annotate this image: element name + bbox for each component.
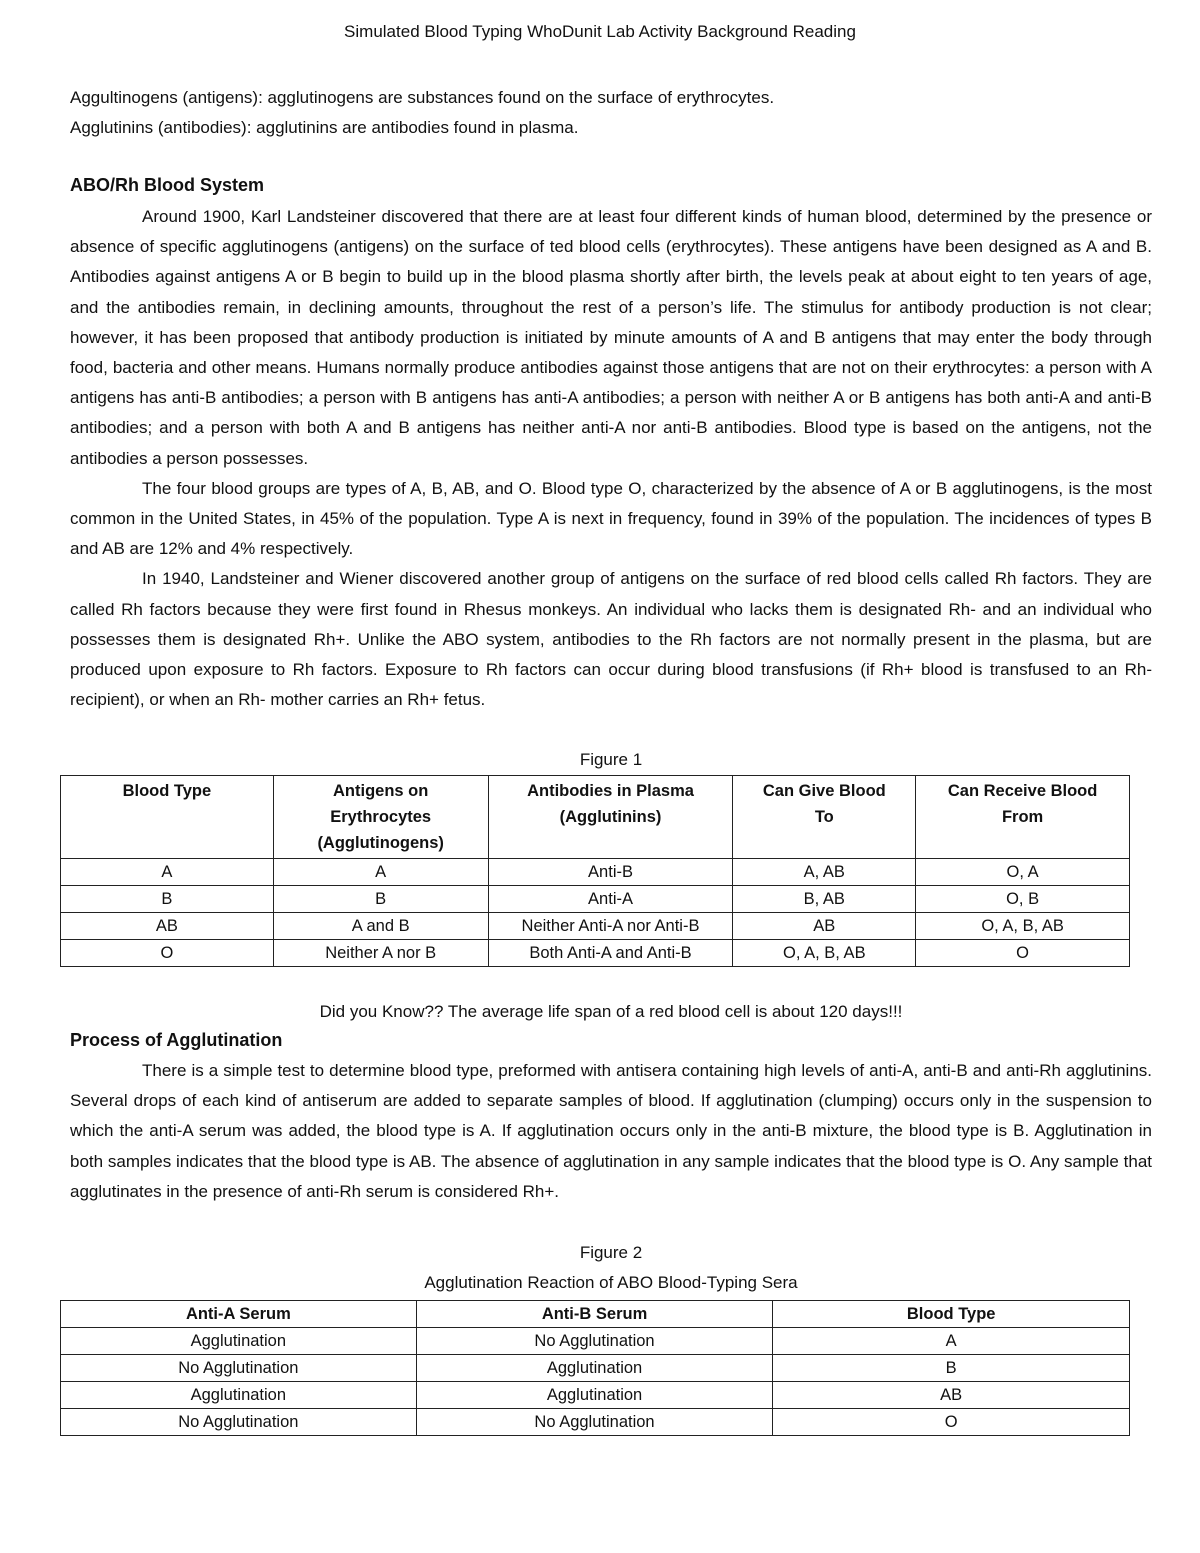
table-cell: O, A — [916, 859, 1130, 886]
paragraph: Around 1900, Karl Landsteiner discovered that there are at least four different kinds of human blood, determined by the presence or absence of specific agglutinogens (antigens) on the surface of ted blood cells (erythrocytes). These antigens have been designed as A and B. Antibodies against antigens A or B begin to build up in the blood plasma shortly after birth, the levels peak at about eight to ten years of age, and the antibodies remain, in declining amounts, throughout the rest of a person’s life. The stimulus for antibody production is not clear; however, it has been proposed that antibody production is initiated by minute amounts of A and B antigens that may enter the body through food, bacteria and other means. Humans normally produce antibodies against those antigens that are not on their erythrocytes: a person with A antigens has anti-B antibodies; a person with B antigens has anti-A antibodies; a person with neither A or B antigens has both anti-A and anti-B antibodies; and a person with both A and B antigens has neither anti-A nor anti-B antibodies. Blood type is based on the antigens, not the antibodies a person possesses. — [70, 207, 1152, 468]
table-cell: Neither Anti-A nor Anti-B — [488, 913, 733, 940]
table-cell: No Agglutination — [61, 1355, 417, 1382]
section-abo-rh — [70, 172, 1152, 715]
table-cell: B — [273, 886, 488, 913]
figure2-caption-block — [70, 1238, 1152, 1298]
table-cell: No Agglutination — [61, 1409, 417, 1436]
table-cell: A — [773, 1328, 1130, 1355]
header-antibodies: Antibodies in Plasma (Agglutinins) — [488, 776, 733, 859]
definition-agglutinogens: Aggultinogens (antigens): agglutinogens are substances found on the surface of erythrocytes. — [70, 88, 775, 107]
table-row — [61, 886, 1130, 913]
header-anti-a: Anti-A Serum — [61, 1301, 417, 1328]
page-header: Simulated Blood Typing WhoDunit Lab Activity Background Reading — [344, 22, 856, 41]
table-cell: Agglutination — [61, 1382, 417, 1409]
table-row — [61, 1409, 1130, 1436]
table-cell: AB — [773, 1382, 1130, 1409]
table-header-row — [61, 776, 1130, 859]
table-cell: O — [773, 1409, 1130, 1436]
table-header-row — [61, 1301, 1130, 1328]
table-cell: O, B — [916, 886, 1130, 913]
table-row — [61, 1382, 1130, 1409]
table-row — [61, 940, 1130, 967]
table-row — [61, 913, 1130, 940]
table-cell: A — [61, 859, 274, 886]
did-you-know: Did you Know?? The average life span of a red blood cell is about 120 days!!! — [319, 1002, 903, 1021]
paragraph: In 1940, Landsteiner and Wiener discovered another group of antigens on the surface of red blood cells called Rh factors. They are called Rh factors because they were first found in Rhesus monkeys. An individual who lacks them is designated Rh- and an individual who possesses them is designated Rh+. Unlike the ABO system, antibodies to the Rh factors are not normally present in the plasma, but are produced upon exposure to Rh factors. Exposure to Rh factors can occur during blood transfusions (if Rh+ blood is transfused to an Rh- recipient), or when an Rh- mother carries an Rh+ fetus. — [70, 569, 1152, 710]
table-cell: Agglutination — [61, 1328, 417, 1355]
blood-type-table — [60, 775, 1130, 967]
table-cell: Agglutination — [416, 1355, 773, 1382]
definition-agglutinins: Agglutinins (antibodies): agglutinins are antibodies found in plasma. — [70, 118, 579, 137]
table-cell: Agglutination — [416, 1382, 773, 1409]
table-cell: O, A, B, AB — [733, 940, 916, 967]
definitions — [70, 83, 1130, 143]
agglutination-table — [60, 1300, 1130, 1436]
table-cell: B, AB — [733, 886, 916, 913]
header-can-give: Can Give Blood To — [733, 776, 916, 859]
header-anti-b: Anti-B Serum — [416, 1301, 773, 1328]
table-cell: B — [773, 1355, 1130, 1382]
table-cell: A — [273, 859, 488, 886]
table-cell: Anti-A — [488, 886, 733, 913]
section-heading: Process of Agglutination — [70, 1030, 283, 1050]
table-cell: B — [61, 886, 274, 913]
header-can-receive: Can Receive Blood From — [916, 776, 1130, 859]
table-cell: Both Anti-A and Anti-B — [488, 940, 733, 967]
table-cell: AB — [733, 913, 916, 940]
table-cell: Neither A nor B — [273, 940, 488, 967]
table-row — [61, 1355, 1130, 1382]
figure-title: Agglutination Reaction of ABO Blood-Typing Sera — [424, 1273, 798, 1292]
table-cell: AB — [61, 913, 274, 940]
header-blood-type: Blood Type — [773, 1301, 1130, 1328]
paragraph: The four blood groups are types of A, B, AB, and O. Blood type O, characterized by the absence of A or B agglutinogens, is the most common in the United States, in 45% of the population. Type A is next in frequency, found in 39% of the population. The incidences of types B and AB are 12% and 4% respectively. — [70, 478, 1152, 559]
header-blood-type: Blood Type — [61, 776, 274, 859]
table-cell: No Agglutination — [416, 1409, 773, 1436]
header-antigens: Antigens on Erythrocytes (Agglutinogens) — [273, 776, 488, 859]
table-cell: O, A, B, AB — [916, 913, 1130, 940]
section-agglutination — [70, 1026, 1152, 1207]
figure-caption: Figure 2 — [579, 1243, 643, 1262]
paragraph: There is a simple test to determine blood type, preformed with antisera containing high levels of anti-A, anti-B and anti-Rh agglutinins. Several drops of each kind of antiserum are added to separate samples of blood. If agglutination (clumping) occurs only in the suspension to which the anti-A serum was added, the blood type is A. If agglutination occurs only in the anti-B mixture, the blood type is B. Agglutination in both samples indicates that the blood type is AB. The absence of agglutination in any sample indicates that the blood type is O. Any sample that agglutinates in the presence of anti-Rh serum is considered Rh+. — [70, 1061, 1152, 1201]
section-heading: ABO/Rh Blood System — [70, 175, 265, 195]
table-cell: No Agglutination — [416, 1328, 773, 1355]
table-cell: O — [916, 940, 1130, 967]
table-cell: A, AB — [733, 859, 916, 886]
figure-caption: Figure 1 — [579, 750, 643, 769]
table-cell: Anti-B — [488, 859, 733, 886]
table-row — [61, 1328, 1130, 1355]
table-cell: A and B — [273, 913, 488, 940]
table-cell: O — [61, 940, 274, 967]
table-row — [61, 859, 1130, 886]
